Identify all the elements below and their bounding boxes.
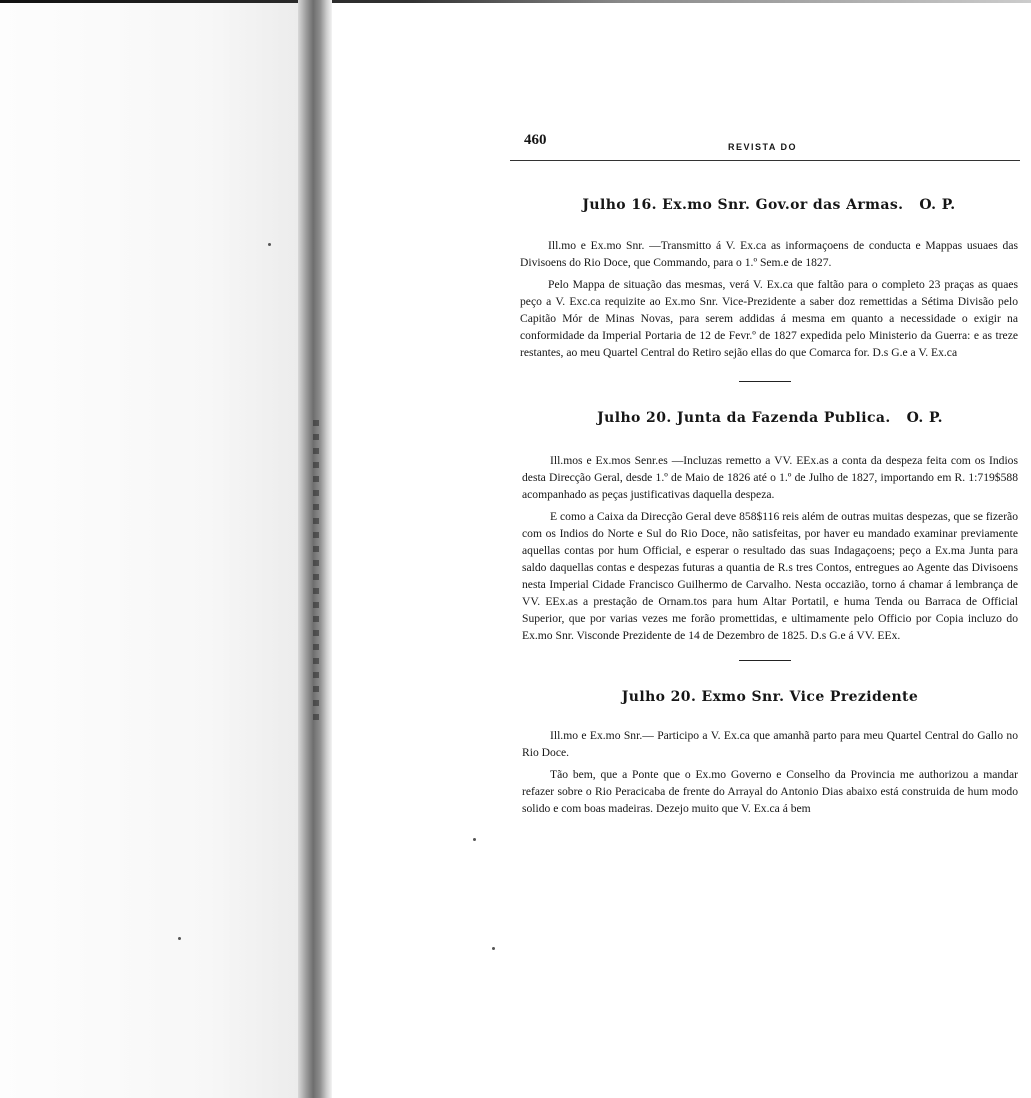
scan-speck [178, 937, 181, 940]
entry-paragraph: Ill.mos e Ex.mos Senr.es —Incluzas remetto a VV. EEx.as a conta da despeza feita com os Indios desta Direcção Geral, desde 1.º de Maio de 1826 até o 1.º de Julho de 1827, importando em R. 1:719$588 acompanhado as peças justificativas daquella despeza. [522, 454, 1018, 501]
section-divider [739, 381, 791, 382]
scan-speck [268, 243, 271, 246]
entry-heading-op: O. P. [919, 197, 956, 213]
entry-paragraph: Pelo Mappa de situação das mesmas, verá V. Ex.ca que faltão para o completo 23 praças as quaes peço a V. Exc.ca requizite ao Ex.mo Snr. Vice-Prezidente a saber doz remettidas a Sétima Divisão pelo Capitão Mór de Minas Novas, para serem addidas á mesma em quanto a necessidade o exigir na conformidade da Imperial Portaria de 12 de Fevr.º de 1827 expedida pelo Ministerio da Guerra: e as treze restantes, ao meu Quartel Central do Retiro sejão ellas do que Comarca for. D.s G.e a V. Ex.ca [520, 278, 1018, 359]
letter-entry [522, 689, 1018, 817]
entry-heading [522, 689, 1018, 705]
entry-paragraph: E como a Caixa da Direcção Geral deve 858$116 reis além de outras muitas despezas, que se fizerão com os Indios do Norte e Sul do Rio Doce, não satisfeitas, por haver eu mandado examinar previamente aquellas contas por hum Official, e esperar o resultado das suas Indagaçoens; peço a Ex.ma Junta para saldo daquellas contas e despezas futuras a quantia de R.s tres Contos, entregues ao Agente das Divisoens nesta Imperial Cidade Francisco Guilhermo de Carvalho. Nesta occazião, torno á chamar á lembrança de VV. EEx.as a prestação de Ornam.tos para hum Altar Portatil, e huma Tenda ou Barraca de Official Superior, que por varias vezes me forão promettidas, e ultimamente pelo Officio por Copia incluzo do Ex.mo Snr. Visconde Prezidente de 14 de Dezembro de 1825. D.s G.e á VV. EEx. [522, 510, 1018, 642]
running-head [510, 128, 1020, 161]
journal-title: REVISTA DO [728, 142, 798, 152]
entry-heading-op: O. P. [906, 410, 943, 426]
scan-top-edge [0, 0, 1031, 3]
entry-paragraph: Ill.mo e Ex.mo Snr.— Participo a V. Ex.ca que amanhã parto para meu Quartel Central do Gallo no Rio Doce. [522, 729, 1018, 759]
entry-body [520, 237, 1018, 361]
letter-entry [522, 410, 1018, 644]
entry-heading [520, 197, 1018, 213]
scan-speck [473, 838, 476, 841]
entry-body [522, 452, 1018, 644]
entry-heading-text: Julho 20. Exmo Snr. Vice Prezidente [621, 689, 919, 705]
page-number: 460 [524, 132, 547, 148]
entry-paragraph: Tão bem, que a Ponte que o Ex.mo Governo e Conselho da Provincia me authorizou a mandar refazer sobre o Rio Peracicaba de frente do Arrayal do Antonio Dias abaixo está construida de hum modo solido e com boas madeiras. Dezejo muito que V. Ex.ca á bem [522, 768, 1018, 815]
entry-body [522, 727, 1018, 817]
section-divider [739, 660, 791, 661]
binding-stitch-marks [313, 420, 319, 720]
letter-entry [520, 197, 1018, 361]
book-page [510, 128, 1020, 822]
entry-heading-text: Julho 20. Junta da Fazenda Publica. [597, 410, 891, 426]
entry-heading [522, 410, 1018, 426]
scan-speck [492, 947, 495, 950]
entry-paragraph: Ill.mo e Ex.mo Snr. —Transmitto á V. Ex.ca as informaçoens de conducta e Mappas usuaes das Divisoens do Rio Doce, que Commando, para o 1.º Sem.e de 1827. [520, 239, 1018, 269]
scan-left-page-margin [0, 0, 300, 1098]
entry-heading-text: Julho 16. Ex.mo Snr. Gov.or das Armas. [582, 197, 904, 213]
